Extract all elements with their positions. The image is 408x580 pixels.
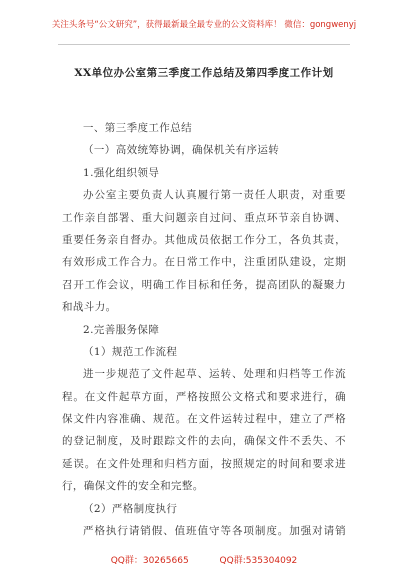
paragraph-line: 重要任务亲自督办。其他成员依据工作分工，各负其责，: [62, 233, 346, 246]
header-divider: [58, 44, 350, 45]
paragraph-line: 的登记制度，及时跟踪文件的去向，确保文件不丢失、不: [62, 435, 346, 448]
paragraph-line: 行，确保文件的安全和完整。: [62, 480, 204, 493]
section-heading: 一、第三季度工作总结: [83, 122, 192, 134]
paragraph-line: 和战斗力。: [62, 301, 117, 314]
document-body: [62, 117, 346, 542]
paragraph-line: 保文件内容准确、规范。在文件运转过程中，建立了严格: [62, 413, 346, 426]
paragraph-line: 办公室主要负责人认真履行第一责任人职责，对重要: [83, 189, 346, 202]
paragraph-line: 延误。在文件处理和归档方面，按照规定的时间和要求进: [62, 457, 346, 470]
paragraph-line: 有效形成工作合力。在日常工作中，注重团队建设，定期: [62, 256, 346, 269]
page-header: 关注头条号“公文研究”，获得最新最全最专业的公文资料库！ 微信：gongwenyj: [51, 20, 357, 30]
qq-group-1: QQ群：30265665: [110, 556, 189, 566]
item-heading: 2.完善服务保障: [83, 323, 160, 336]
paragraph-line: 工作亲自部署、重大问题亲自过问、重点环节亲自协调、: [62, 211, 346, 224]
sub-item-heading: （2）严格制度执行: [83, 502, 178, 515]
subsection-heading: （一）高效统筹协调，确保机关有序运转: [83, 144, 280, 157]
paragraph-line: 程。在文件起草方面，严格按照公文格式和要求进行，确: [62, 390, 346, 403]
qq-group-2: QQ群:535304092: [219, 556, 298, 566]
page-footer: [0, 553, 408, 566]
item-heading: 1.强化组织领导: [83, 166, 160, 179]
paragraph-line: 召开工作会议，明确工作目标和任务，提高团队的凝聚力: [62, 278, 346, 291]
document-title: XX单位办公室第三季度工作总结及第四季度工作计划: [74, 67, 334, 79]
sub-item-heading: （1）规范工作流程: [83, 345, 178, 358]
paragraph-line: 严格执行请销假、值班值守等各项制度。加强对请销: [83, 525, 346, 538]
paragraph-line: 进一步规范了文件起草、运转、处理和归档等工作流: [83, 368, 346, 381]
